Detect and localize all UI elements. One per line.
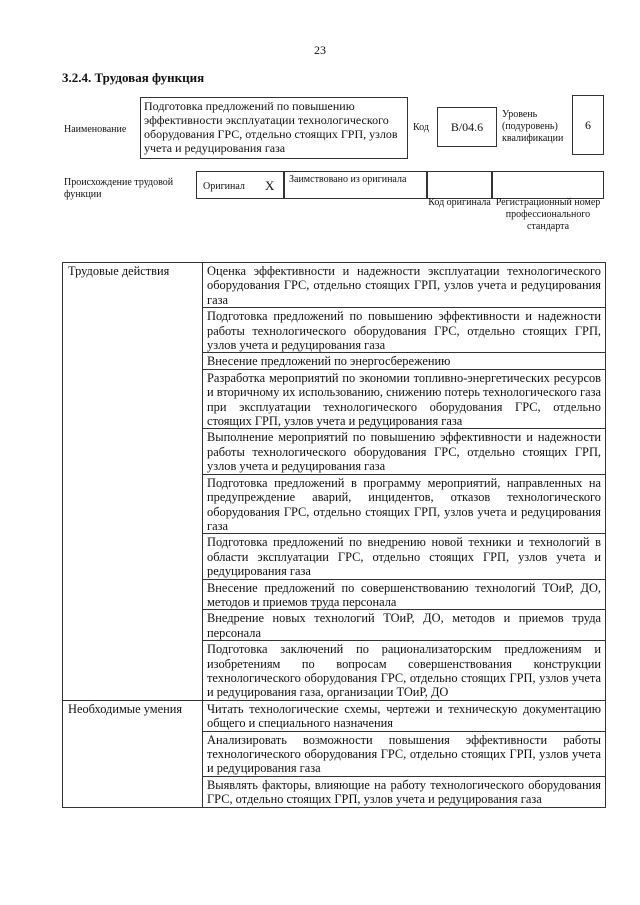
- function-table: [62, 262, 606, 808]
- borrowed-label: Заимствовано из оригинала: [289, 174, 407, 185]
- borrowed-box: [284, 171, 427, 199]
- code-original-box: [427, 171, 492, 199]
- function-name: Подготовка предложений по повышению эффективности эксплуатации технологического оборудования ГРС, отдельно стоящих ГРП, узлов учета и редуцирования газа: [144, 99, 398, 155]
- table-cell: Анализировать возможности повышения эффективности работы технологического оборудования ГРС, отдельно стоящих ГРП, узлов учета и редуцирования газа: [203, 731, 606, 776]
- code-box: [437, 107, 497, 147]
- table-cell: Разработка мероприятий по экономии топливно-энергетических ресурсов и вторичному их использованию, снижению потерь технологического газа при эксплуатации технологического оборудования ГРС, отдельно стоящих ГРП, узлов учета и редуцирования газа: [203, 369, 606, 429]
- table-cell: Внедрение новых технологий ТОиР, ДО, методов и приемов труда персонала: [203, 610, 606, 641]
- section-heading: Необходимые умения: [63, 700, 203, 807]
- level-value: 6: [585, 118, 591, 132]
- table-cell: Внесение предложений по совершенствованию технологий ТОиР, ДО, методов и приемов труда персонала: [203, 579, 606, 610]
- level-label: Уровень (подуровень) квалификации: [502, 109, 564, 144]
- table-cell: Выполнение мероприятий по повышению эффективности и надежности работы технологического оборудования ГРС, отдельно стоящих ГРП, узлов учета и редуцирования газа: [203, 429, 606, 474]
- table-cell: Оценка эффективности и надежности эксплуатации технологического оборудования ГРС, отдельно стоящих ГРП, узлов учета и редуцирования газа: [203, 263, 606, 308]
- table-cell: Подготовка предложений по повышению эффективности и надежности работы технологического оборудования ГРС, отдельно стоящих ГРП, узлов учета и редуцирования газа: [203, 308, 606, 353]
- section-heading: Трудовые действия: [63, 263, 203, 701]
- code-value: В/04.6: [450, 120, 484, 134]
- table-cell: Выявлять факторы, влияющие на работу технологического оборудования ГРС, отдельно стоящих ГРП, узлов учета и редуцирования газа: [203, 776, 606, 807]
- table-row: [63, 263, 606, 308]
- table-cell: Читать технологические схемы, чертежи и техническую документацию общего и специального назначения: [203, 700, 606, 731]
- original-label: Оригинал: [203, 181, 245, 192]
- name-label: Наименование: [64, 124, 127, 135]
- table-cell: Подготовка предложений по внедрению новой техники и технологий в области эксплуатации ГРС, отдельно стоящих ГРП, узлов учета и редуцирования газа: [203, 534, 606, 579]
- table-cell: Внесение предложений по энергосбережению: [203, 353, 606, 369]
- origin-label: Происхождение трудовой функции: [64, 177, 174, 200]
- level-box: [572, 95, 604, 155]
- reg-number-caption: Регистрационный номер профессионального стандарта: [495, 197, 601, 232]
- section-title: 3.2.4. Трудовая функция: [62, 70, 205, 85]
- table-cell: Подготовка заключений по рационализаторским предложениям и изобретениям по вопросам совершенствования конструкции технологического оборудования ГРС, отдельно стоящих ГРП, узлов учета и редуцирования газа, организации ТОиР, ДО: [203, 641, 606, 701]
- function-name-box: [140, 97, 408, 159]
- table-row: [63, 700, 606, 731]
- original-mark: X: [265, 178, 275, 193]
- reg-number-box: [492, 171, 604, 199]
- code-original-caption: Код оригинала: [428, 197, 491, 208]
- code-label: Код: [413, 122, 429, 133]
- table-cell: Подготовка предложений в программу мероприятий, направленных на предупреждение аварий, инцидентов, отказов технологического оборудования ГРС, отдельно стоящих ГРП, узлов учета и редуцирования газа: [203, 474, 606, 534]
- original-box: [196, 171, 284, 199]
- page-number: 23: [314, 43, 326, 57]
